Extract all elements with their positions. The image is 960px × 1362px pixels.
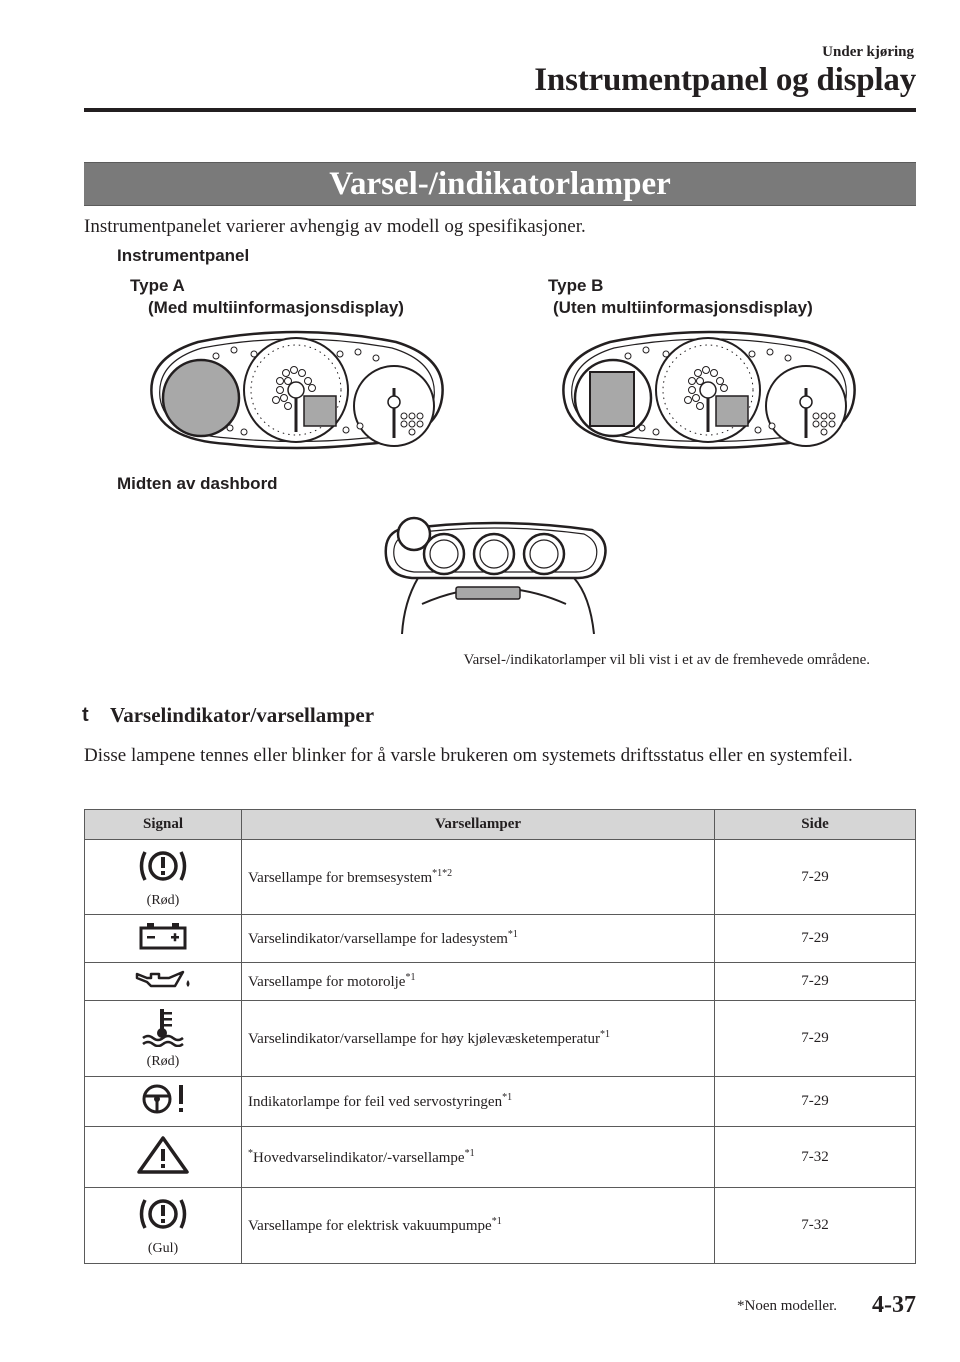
highlight-center-display — [456, 587, 520, 599]
intro-text: Instrumentpanelet varierer avhengig av modell og spesifikasjoner. — [84, 216, 586, 237]
signal-cell — [85, 1188, 242, 1264]
footnote-ref: *1 — [507, 929, 518, 940]
type-a-label: Type A — [130, 276, 185, 295]
header-lamps: Varsellamper — [242, 810, 715, 840]
signal-color: (Rød) — [146, 1054, 180, 1069]
table-row — [85, 840, 916, 915]
master-warning-icon — [136, 1135, 190, 1175]
signal-cell — [85, 1127, 242, 1188]
lamp-text: Indikatorlampe for feil ved servostyringen — [248, 1094, 503, 1110]
chapter-title: Under kjøring — [822, 44, 914, 60]
footnote-ref: *1 — [464, 1147, 475, 1159]
footnote-ref: *1 — [502, 1092, 513, 1103]
footnote: *Noen modeller. — [737, 1298, 837, 1314]
section-title: Instrumentpanel og display — [534, 62, 916, 98]
page-ref: 7-29 — [715, 1077, 916, 1127]
table-row — [85, 1188, 916, 1264]
cluster-type-a-figure — [146, 328, 448, 450]
footnote-ref: *1 — [599, 1029, 610, 1040]
lamp-description — [242, 1127, 715, 1188]
signal-color: (Gul) — [147, 1241, 179, 1256]
subsection-title: Varselindikator/varsellamper — [110, 703, 375, 727]
panel-label: Instrumentpanel — [117, 246, 250, 265]
page-ref: 7-29 — [715, 1001, 916, 1077]
lamp-text: Varsellampe for elektrisk vakuumpumpe — [248, 1218, 492, 1234]
type-b-sub: (Uten multiinformasjonsdisplay) — [553, 298, 813, 317]
page-ref: 7-32 — [715, 1127, 916, 1188]
footnote-ref: *1*2 — [432, 867, 453, 879]
lamp-text: Varselindikator/varsellampe for ladesystem — [248, 931, 508, 947]
coolant-temperature-icon — [140, 1007, 186, 1047]
lamp-description — [242, 915, 715, 963]
signal-cell — [85, 840, 242, 915]
prefix-mark: * — [248, 1147, 253, 1159]
center-dashboard-label: Midten av dashbord — [117, 474, 278, 493]
bullet-marker: t — [82, 704, 89, 726]
table-header-row — [85, 810, 916, 840]
table-row — [85, 915, 916, 963]
footnote-ref: *1 — [405, 972, 416, 983]
page-ref: 7-32 — [715, 1188, 916, 1264]
signal-cell — [85, 915, 242, 963]
header-rule — [84, 108, 916, 112]
page-number: 4-37 — [872, 1292, 916, 1318]
vacuum-pump-warning-icon — [137, 1194, 189, 1234]
oil-can-icon — [133, 968, 193, 990]
highlight-display-area — [590, 372, 634, 426]
lamp-text: Varsellampe for motorolje — [248, 974, 406, 990]
signal-cell — [85, 963, 242, 1001]
table-row — [85, 1001, 916, 1077]
lamp-description — [242, 1188, 715, 1264]
footnote-ref: *1 — [491, 1216, 502, 1227]
page-ref: 7-29 — [715, 963, 916, 1001]
table-row — [85, 1077, 916, 1127]
signal-cell — [85, 1001, 242, 1077]
brake-warning-icon — [137, 846, 189, 886]
lamp-text: Varselindikator/varsellampe for høy kjølevæsketemperatur — [248, 1031, 600, 1047]
warning-lamp-table — [84, 809, 916, 1264]
lamp-description — [242, 963, 715, 1001]
lamp-text: Varsellampe for bremsesystem — [248, 869, 433, 886]
section-banner: Varsel-/indikatorlamper — [84, 162, 916, 206]
figure-caption: Varsel-/indikatorlamper vil bli vist i et av de fremhevede områdene. — [463, 652, 870, 668]
header-signal: Signal — [85, 810, 242, 840]
page-ref: 7-29 — [715, 915, 916, 963]
lamp-description — [242, 840, 715, 915]
subsection-text: Disse lampene tennes eller blinker for å varsle brukeren om systemets driftsstatus eller en systemfeil. — [84, 745, 853, 766]
center-dashboard-figure — [378, 512, 610, 634]
table-row — [85, 963, 916, 1001]
battery-icon — [137, 921, 189, 951]
cluster-type-b-figure — [558, 328, 860, 450]
type-b-label: Type B — [548, 276, 604, 295]
signal-color: (Rød) — [146, 892, 180, 908]
signal-cell — [85, 1077, 242, 1127]
table-row — [85, 1127, 916, 1188]
type-a-sub: (Med multiinformasjonsdisplay) — [148, 298, 404, 317]
lamp-text: Hovedvarselindikator/-varsellampe — [253, 1149, 465, 1166]
highlight-display-area — [163, 360, 239, 436]
lamp-description — [242, 1001, 715, 1077]
header-page: Side — [715, 810, 916, 840]
power-steering-icon — [137, 1082, 189, 1116]
page-ref: 7-29 — [715, 840, 916, 915]
lamp-description — [242, 1077, 715, 1127]
